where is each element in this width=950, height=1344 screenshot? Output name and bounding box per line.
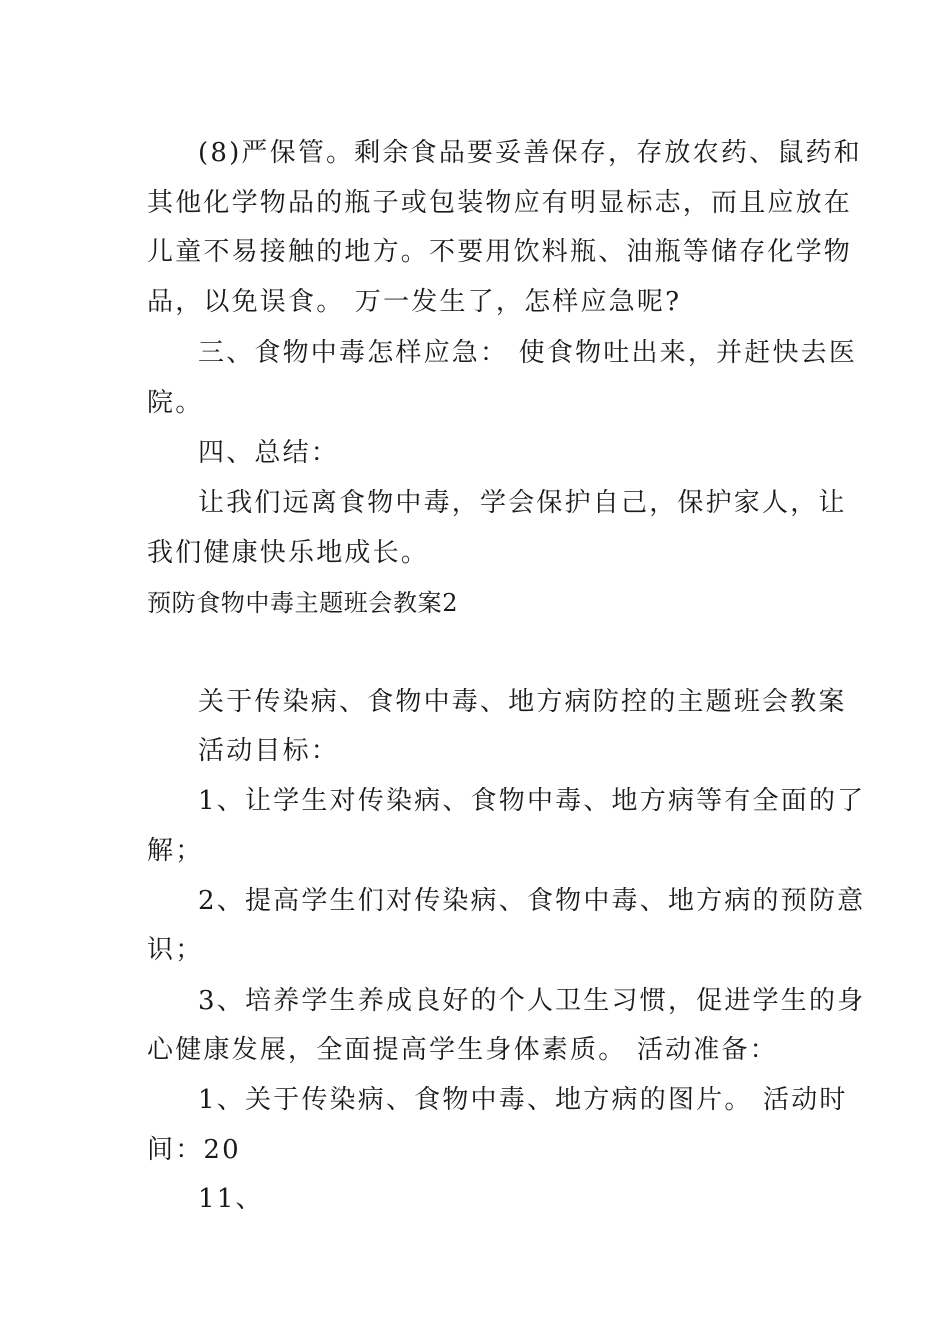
text-line: 1、让学生对传染病、食物中毒、地方病等有全面的了 (198, 786, 866, 816)
text-line: 3、培养学生养成良好的个人卫生习惯，促进学生的身 (198, 986, 866, 1016)
text-line: 间：20 (147, 1135, 241, 1165)
document-title: 预防食物中毒主题班会教案2 (147, 589, 459, 617)
text-line: (8)严保管。剩余食品要妥善保存，存放农药、鼠药和 (198, 138, 862, 168)
text-line: 院。 (147, 388, 204, 418)
text-line: 11、 (198, 1184, 264, 1214)
text-line: 其他化学物品的瓶子或包装物应有明显标志，而且应放在 (147, 188, 853, 218)
text-line: 2、提高学生们对传染病、食物中毒、地方病的预防意 (198, 886, 866, 916)
text-line: 我们健康快乐地成长。 (147, 538, 430, 568)
text-line: 三、食物中毒怎样应急： 使食物吐出来，并赶快去医 (198, 338, 858, 368)
text-line: 识； (147, 935, 204, 965)
text-line: 心健康发展，全面提高学生身体素质。 活动准备： (147, 1035, 778, 1065)
text-line: 解； (147, 836, 204, 866)
text-line: 关于传染病、食物中毒、地方病防控的主题班会教案 (198, 687, 847, 717)
text-line: 品，以免误食。 万一发生了，怎样应急呢? (147, 287, 682, 317)
text-line: 1、关于传染病、食物中毒、地方病的图片。 活动时 (198, 1085, 848, 1115)
text-line: 让我们远离食物中毒，学会保护自己，保护家人，让 (198, 488, 847, 518)
section-heading: 活动目标： (198, 736, 340, 766)
section-heading: 四、总结： (198, 438, 340, 468)
text-line: 儿童不易接触的地方。不要用饮料瓶、油瓶等储存化学物 (147, 237, 853, 267)
